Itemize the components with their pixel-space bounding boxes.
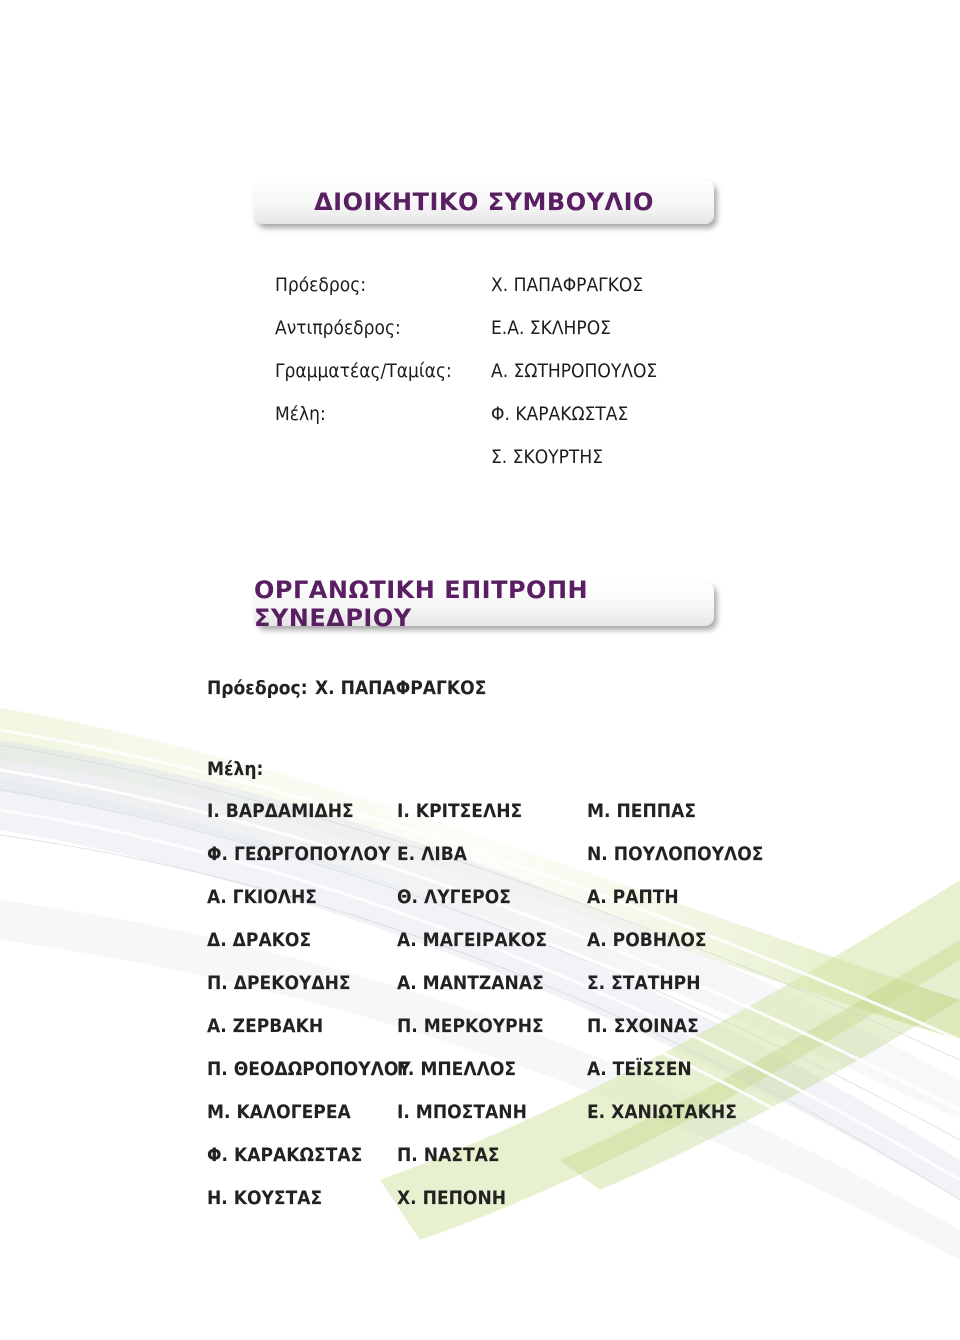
committee-member-name: Ε. ΧΑΝΙΩΤΑΚΗΣ <box>587 1101 737 1123</box>
committee-member-name: Φ. ΚΑΡΑΚΩΣΤΑΣ <box>207 1144 363 1166</box>
board-title-banner <box>254 180 714 224</box>
committee-member-name: Χ. ΠΕΠΟΝΗ <box>397 1187 507 1209</box>
board-role-secretary: Γραμματέας/Ταμίας: <box>275 360 452 382</box>
committee-member-name: Γ. ΜΠΕΛΛΟΣ <box>397 1058 517 1080</box>
committee-member-name: Μ. ΠΕΠΠΑΣ <box>587 800 696 822</box>
committee-member-name: Π. ΣΧΟΙΝΑΣ <box>587 1015 699 1037</box>
board-role-vice-president: Αντιπρόεδρος: <box>275 317 401 339</box>
board-name-member-1: Φ. ΚΑΡΑΚΩΣΤΑΣ <box>491 403 629 425</box>
committee-member-name: Ν. ΠΟΥΛΟΠΟΥΛΟΣ <box>587 843 764 865</box>
board-role-president: Πρόεδρος: <box>275 274 366 296</box>
committee-member-name: Α. ΜΑΓΕΙΡΑΚΟΣ <box>397 929 548 951</box>
committee-member-name: Α. ΓΚΙΟΛΗΣ <box>207 886 317 908</box>
committee-president-label: Πρόεδρος: <box>207 677 308 699</box>
committee-member-name: Α. ΤΕΪΣΣΕΝ <box>587 1058 692 1080</box>
committee-member-name: Ι. ΜΠΟΣΤΑΝΗ <box>397 1101 527 1123</box>
board-role-members: Μέλη: <box>275 403 326 425</box>
board-title: ΔΙΟΙΚΗΤΙΚΟ ΣΥΜΒΟΥΛΙΟ <box>314 188 654 216</box>
committee-member-name: Ι. ΚΡΙΤΣΕΛΗΣ <box>397 800 523 822</box>
committee-member-name: Ι. ΒΑΡΔΑΜΙΔΗΣ <box>207 800 354 822</box>
committee-president-name: Χ. ΠΑΠΑΦΡΑΓΚΟΣ <box>315 677 487 699</box>
committee-member-name: Π. ΔΡΕΚΟΥΔΗΣ <box>207 972 351 994</box>
committee-member-name: Η. ΚΟΥΣΤΑΣ <box>207 1187 323 1209</box>
committee-member-name: Θ. ΛΥΓΕΡΟΣ <box>397 886 511 908</box>
board-name-president: Χ. ΠΑΠΑΦΡΑΓΚΟΣ <box>491 274 644 296</box>
committee-title-banner <box>254 576 714 632</box>
committee-member-name: Α. ΡΑΠΤΗ <box>587 886 679 908</box>
committee-member-name: Π. ΘΕΟΔΩΡΟΠΟΥΛΟΥ <box>207 1058 411 1080</box>
committee-member-name: Ε. ΛΙΒΑ <box>397 843 468 865</box>
committee-member-name: Α. ΖΕΡΒΑΚΗ <box>207 1015 324 1037</box>
board-name-vice-president: Ε.Α. ΣΚΛΗΡΟΣ <box>491 317 611 339</box>
committee-member-name: Φ. ΓΕΩΡΓΟΠΟΥΛΟΥ <box>207 843 391 865</box>
committee-member-name: Α. ΜΑΝΤΖΑΝΑΣ <box>397 972 544 994</box>
committee-title: ΟΡΓΑΝΩΤΙΚΗ ΕΠΙΤΡΟΠΗ ΣΥΝΕΔΡΙΟΥ <box>254 576 589 632</box>
committee-member-name: Σ. ΣΤΑΤΗΡΗ <box>587 972 701 994</box>
committee-member-name: Μ. ΚΑΛΟΓΕΡΕΑ <box>207 1101 351 1123</box>
committee-member-name: Α. ΡΟΒΗΛΟΣ <box>587 929 707 951</box>
committee-member-name: Δ. ΔΡΑΚΟΣ <box>207 929 312 951</box>
committee-member-name: Π. ΜΕΡΚΟΥΡΗΣ <box>397 1015 544 1037</box>
committee-members-label: Μέλη: <box>207 758 264 780</box>
board-name-secretary: Α. ΣΩΤΗΡΟΠΟΥΛΟΣ <box>491 360 658 382</box>
board-name-member-2: Σ. ΣΚΟΥΡΤΗΣ <box>491 446 604 468</box>
committee-member-name: Π. ΝΑΣΤΑΣ <box>397 1144 500 1166</box>
